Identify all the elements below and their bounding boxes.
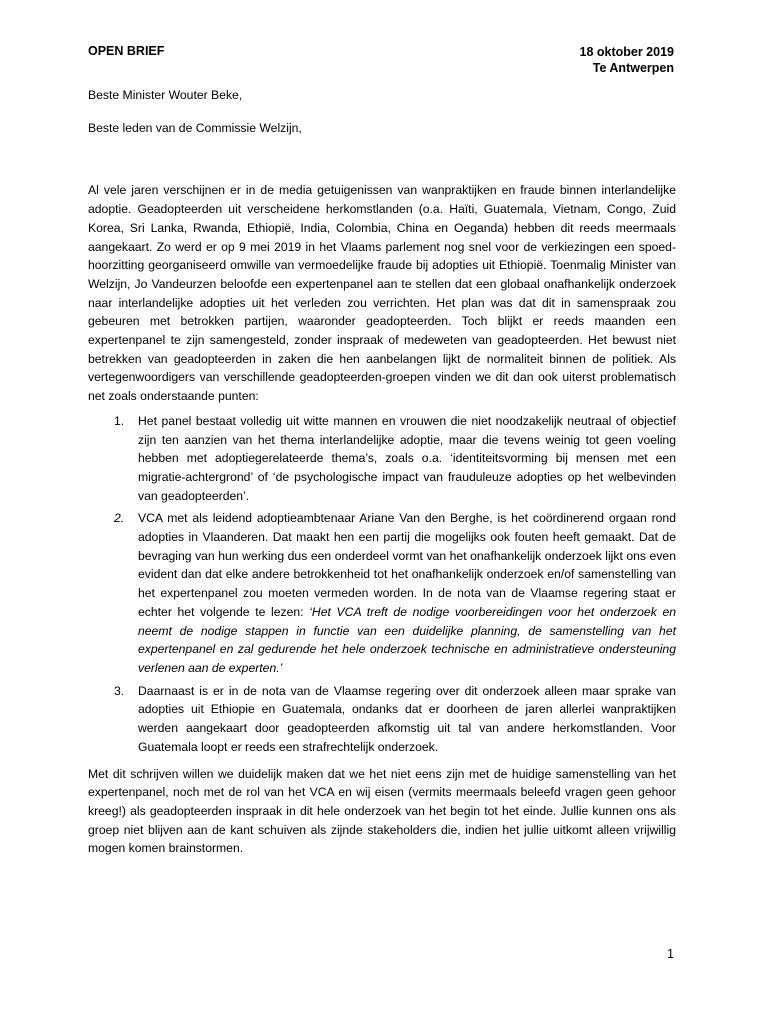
salutation-minister: Beste Minister Wouter Beke,: [88, 88, 243, 102]
list-item: [88, 412, 676, 506]
list-item-number: 1.: [114, 413, 125, 428]
list-item: [88, 682, 676, 757]
intro-paragraph: Al vele jaren verschijnen er in de media getuigenissen van wanpraktijken en fraude binnen interlandelijke adoptie. Geadopteerden uit verscheidene herkomstlanden (o.a. Haïti, Guatemala, Vietnam, Congo, Zuid Korea, Sri Lanka, Rwanda, Ethiopië, India, Colombia, China en Oeganda) hebben dit reeds meermaals aangekaart. Zo werd er op 9 mei 2019 in het Vlaams parlement nog snel voor de verkiezingen een spoed-hoorzitting georganiseerd omwille van vermoedelijke fraude bij adopties uit Ethiopië. Toenmalig Minister van Welzijn, Jo Vandeurzen beloofde een expertenpanel aan te stellen dat een globaal onafhankelijk onderzoek naar interlandelijke adopties uit het verleden zou verrichten. Het plan was dat dit in samenspraak zou gebeuren met betrokken partijen, waaronder geadopteerden. Toch blijkt er reeds maanden een expertenpanel te zijn samengesteld, zonder inspraak of medeweten van geadopteerden. Het bewust niet betrekken van geadopteerden in zaken die hen aanbelangen lijkt de normaliteit binnen de politiek. Als vertegenwoordigers van verschillende geadopteerden-groepen vinden we dit dan ook uiterst problematisch net zoals onderstaande punten:: [88, 183, 676, 404]
letter-place: Te Antwerpen: [592, 61, 674, 75]
list-item-number: 2.: [114, 511, 125, 526]
list-item-text: VCA met als leidend adoptieambtenaar Ariane Van den Berghe, is het coördinerend orgaan rond adopties in Vlaanderen. Dat maakt hen een partij die mogelijks ook fouten heeft gemaakt. Dat de bevraging van hun werking dus een onderdeel vormt van het onafhankelijk onderzoek lijkt ons even evident dan dat elke andere betrokkenheid tot het onafhankelijk onderzoek en/of samenstelling van het expertenpanel zou moeten vermeden worden. In de nota van de Vlaamse regering staat er echter het volgende te lezen:: [138, 511, 676, 619]
government-note-quote: ‘Het VCA treft de nodige voorbereidingen voor het onderzoek en neemt de nodige stappen in functie van een duidelijke planning, de samenstelling van het expertenpanel en zal gedurende het hele onderzoek technische en administratieve ondersteuning verlenen aan de experten.’: [138, 604, 677, 675]
list-item-text: Daarnaast is er in de nota van de Vlaamse regering over dit onderzoek alleen maar sprake van adopties uit Ethiopie en Guatemala, ondanks dat er doorheen de jaren allerlei wanpraktijken werden aangekaart door geadopteerden afkomstig uit tal van andere herkomstlanden. Voor Guatemala loopt er reeds een strafrechtelijk onderzoek.: [138, 683, 676, 754]
date-place-block: [580, 44, 675, 76]
closing-paragraph: Met dit schrijven willen we duidelijk maken dat we het niet eens zijn met de huidige samenstelling van het expertenpanel, noch met de rol van het VCA en wij eisen (vermits meermaals beleefd vragen geen gehoor kreeg!) als geadopteerden inspraak in dit hele onderzoek van het begin tot het einde. Jullie kunnen ons als groep niet blijven aan de kant schuiven als zijnde stakeholders die, indien het jullie uitkomt alleen vrijwillig mogen komen brainstormen.: [88, 766, 676, 856]
letter-body: [88, 86, 676, 858]
letter-date: 18 oktober 2019: [579, 45, 674, 59]
page-number: 1: [667, 947, 674, 961]
list-item: [88, 509, 676, 677]
salutation-commission: Beste leden van de Commissie Welzijn,: [88, 120, 302, 135]
list-item-number: 3.: [114, 683, 125, 698]
list-item-text: Het panel bestaat volledig uit witte mannen en vrouwen die niet noodzakelijk neutraal of objectief zijn ten aanzien van het thema interlandelijke adoptie, maar die tevens weinig tot geen voeling hebben met adoptiegerelateerde thema’s, zoals o.a. ‘identiteitsvorming bij mensen met een migratie-achtergrond’ of ‘de psychologische impact van frauduleuze adopties op het welbevinden van geadopteerden’.: [138, 413, 676, 503]
document-title: OPEN BRIEF: [88, 44, 165, 58]
points-list: [88, 412, 676, 757]
